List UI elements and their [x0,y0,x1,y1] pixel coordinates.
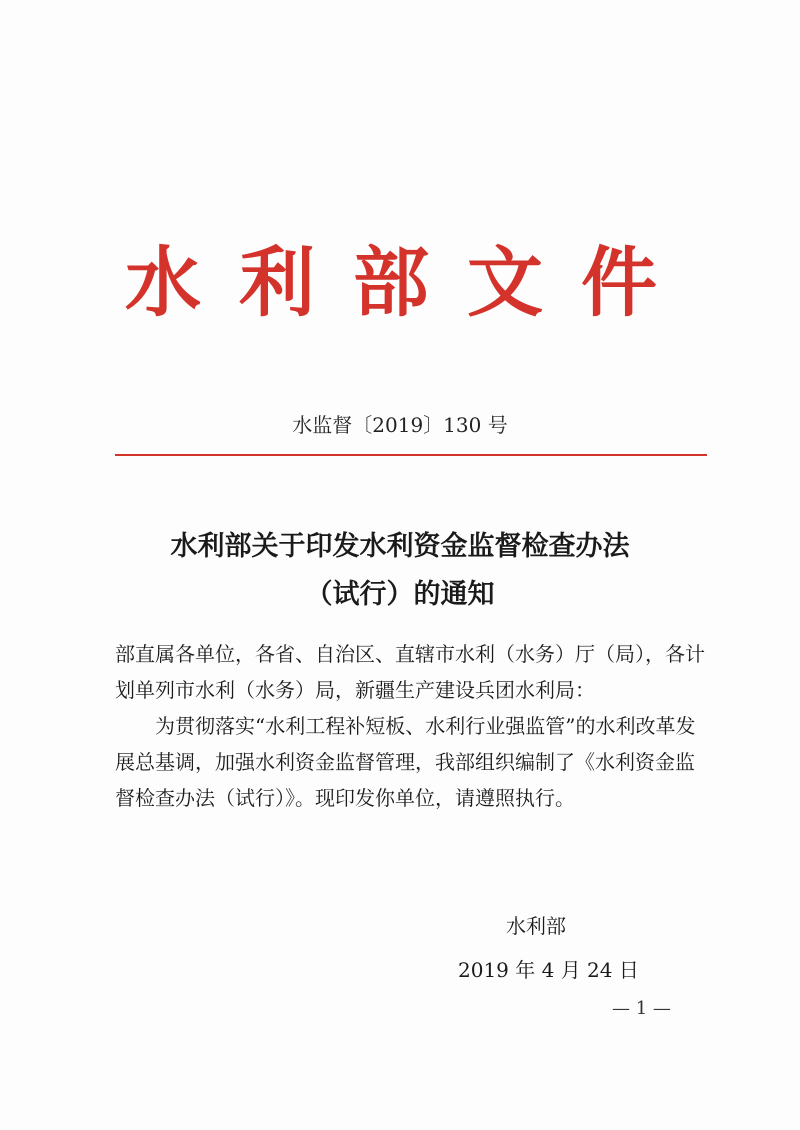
salutation: 部直属各单位，各省、自治区、直辖市水利（水务）厅（局），各计划单列市水利（水务）局，新疆生产建设兵团水利局： [115,642,705,702]
issuer-signature: 水利部 [506,914,566,938]
issue-date: 2019 年 4 月 24 日 [458,958,639,982]
notice-title-line-1: 水利部关于印发水利资金监督检查办法 [170,531,630,562]
body-paragraph: 为贯彻落实“水利工程补短板、水利行业强监管”的水利改革发展总基调，加强水利资金监督管理，我部组织编制了《水利资金监督检查办法（试行）》。现印发你单位，请遵照执行。 [115,714,696,810]
notice-title-line-2: （试行）的通知 [305,579,495,610]
red-separator-line [115,454,707,456]
document-header-title: 水利部文件 [125,238,695,327]
document-number: 水监督〔2019〕130 号 [292,413,508,437]
page-number: — 1 — [612,998,671,1019]
